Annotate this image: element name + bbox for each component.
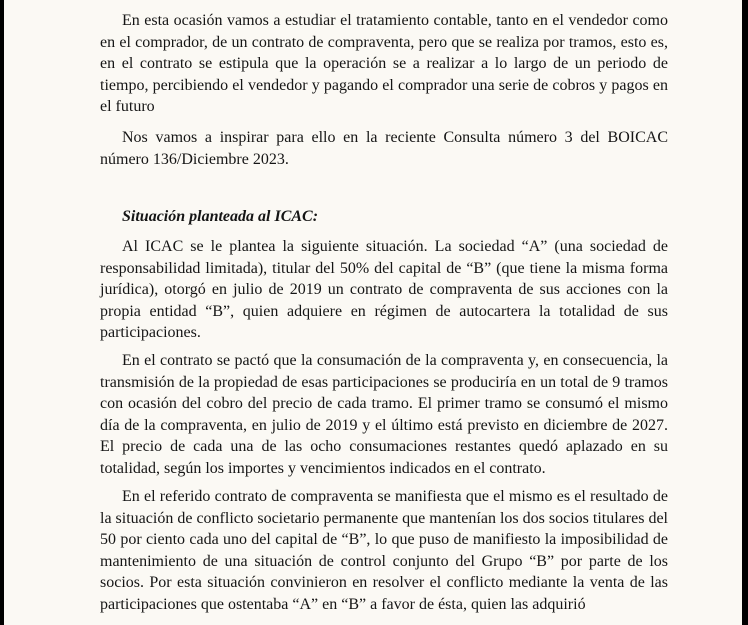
document-page: [4, 0, 742, 625]
source-paragraph: Nos vamos a inspirar para ello en la reciente Consulta número 3 del BOICAC número 136/Diciembre 2023.: [100, 129, 668, 168]
situation-paragraph: Al ICAC se le plantea la siguiente situación. La sociedad “A” (una sociedad de responsabilidad limitada), titular del 50% del capital de “B” (que tiene la misma forma jurídica), otorgó en julio de 2019 un contrato de compraventa de sus acciones con la propia entidad “B”, quien adquiere en régimen de autocartera la totalidad de sus participaciones.: [100, 238, 668, 341]
intro-paragraph: En esta ocasión vamos a estudiar el tratamiento contable, tanto en el vendedor como en el comprador, de un contrato de compraventa, pero que se realiza por tramos, esto es, en el contrato se estipula que la operación se a realizar a lo largo de un periodo de tiempo, percibiendo el vendedor y pagando el comprador una serie de cobros y pagos en el futuro: [100, 12, 668, 115]
conflict-paragraph: En el referido contrato de compraventa se manifiesta que el mismo es el resultado de la situación de conflicto societario permanente que mantenían los dos socios titulares del 50 por ciento cada uno del capital de “B”, lo que puso de manifiesto la imposibilidad de mantenimiento de una situación de control conjunto del Grupo “B” por parte de los socios. Por esta situación convinieron en resolver el conflicto mediante la venta de las participaciones que ostentaba “A” en “B” a favor de ésta, quien las adquirió: [100, 488, 668, 613]
section-heading: Situación planteada al ICAC:: [122, 208, 319, 225]
contract-paragraph: En el contrato se pactó que la consumación de la compraventa y, en consecuencia, la transmisión de la propiedad de esas participaciones se produciría en un total de 9 tramos con ocasión del cobro del precio de cada tramo. El primer tramo se consumó el mismo día de la compraventa, en julio de 2019 y el último está previsto en diciembre de 2027. El precio de cada una de las ocho consumaciones restantes quedó aplazado en su totalidad, según los importes y vencimientos indicados en el contrato.: [100, 352, 668, 477]
